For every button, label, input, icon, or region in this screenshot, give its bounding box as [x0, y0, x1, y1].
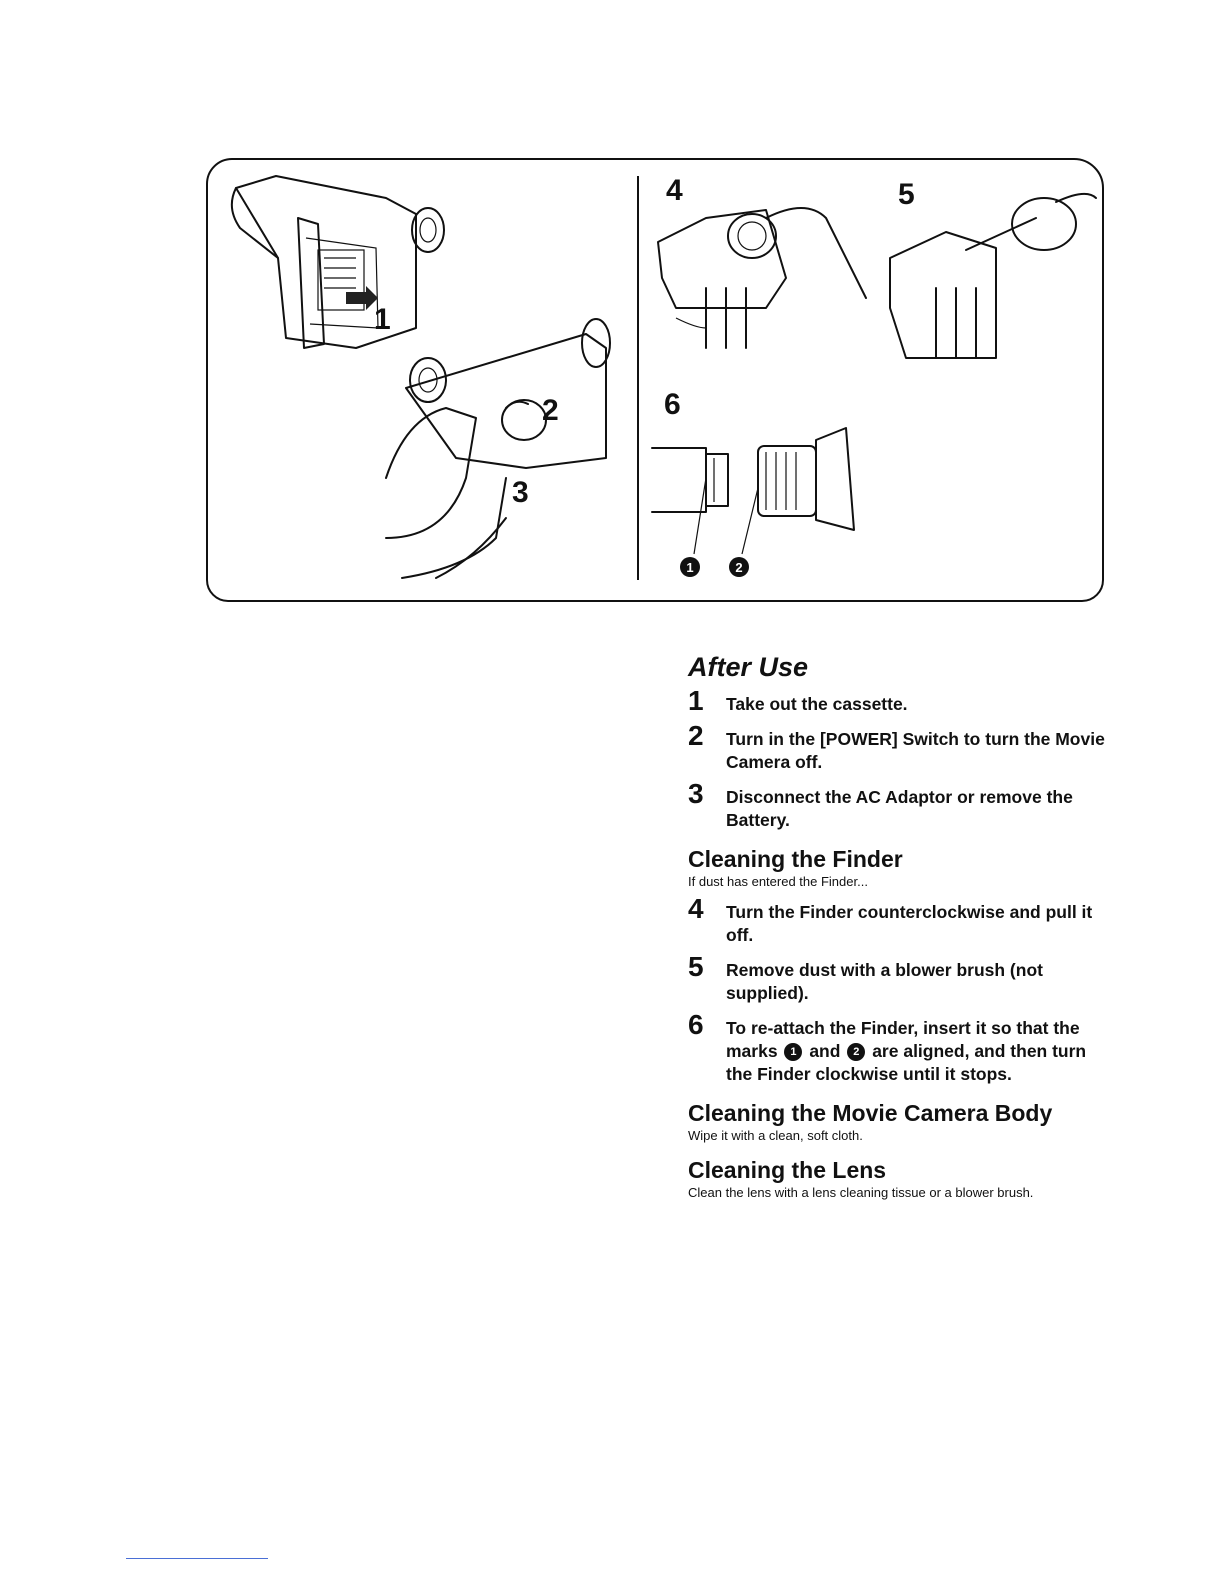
mark-1-icon: 1 — [784, 1043, 802, 1061]
mark-2-icon: 2 — [847, 1043, 865, 1061]
camcorder-illustration — [206, 158, 1104, 602]
step-text-part: To re-attach the Finder, insert it so that the marks — [726, 1018, 1080, 1061]
step-number: 5 — [688, 951, 704, 982]
step-text — [726, 1013, 1108, 1086]
footer-rule — [126, 1558, 268, 1559]
cleaning-lens-text: Clean the lens with a lens cleaning tissue or a blower brush. — [688, 1185, 1034, 1200]
step-number: 3 — [688, 778, 704, 809]
step-text: Turn in the [POWER] Switch to turn the Movie Camera off. — [726, 729, 1105, 772]
finder-step — [688, 1009, 1108, 1086]
blower-brush-drawing — [890, 194, 1096, 358]
camera-power-switch-drawing — [386, 319, 610, 578]
cleaning-lens-title: Cleaning the Lens — [688, 1157, 887, 1183]
after-use-step — [688, 778, 1108, 832]
instructions-column — [688, 652, 1108, 1208]
step-text-part: are aligned, and then turn the Finder clockwise until it stops. — [726, 1041, 1087, 1084]
step-text-part: and — [809, 1041, 841, 1061]
cleaning-finder-subtitle: If dust has entered the Finder... — [688, 874, 868, 889]
step-number: 4 — [688, 893, 704, 924]
figure-step-6-label: 6 — [664, 388, 681, 421]
figure-step-1-label: 1 — [374, 303, 391, 336]
after-use-title: After Use — [688, 652, 809, 682]
cleaning-body-title: Cleaning the Movie Camera Body — [688, 1100, 1053, 1126]
camera-open-cassette-drawing — [232, 176, 444, 348]
figure-mark-2: 2 — [729, 557, 749, 577]
cleaning-body-section — [688, 1100, 1108, 1143]
cleaning-finder-title: Cleaning the Finder — [688, 846, 903, 872]
cleaning-finder-section — [688, 846, 1108, 1086]
figure-step-3-label: 3 — [512, 476, 529, 509]
finder-reattach-drawing — [652, 428, 854, 554]
after-use-step — [688, 685, 1108, 716]
step-text: Turn the Finder counterclockwise and pull it off. — [726, 902, 1093, 945]
step-number: 2 — [688, 720, 704, 751]
finder-removal-drawing — [658, 208, 866, 348]
figure-step-4-label: 4 — [666, 174, 683, 207]
cleaning-body-text: Wipe it with a clean, soft cloth. — [688, 1128, 863, 1143]
step-text: Take out the cassette. — [726, 694, 908, 714]
figure-step-5-label: 5 — [898, 178, 915, 211]
cleaning-lens-section — [688, 1157, 1108, 1200]
finder-step — [688, 893, 1108, 947]
step-number: 1 — [688, 685, 704, 716]
figure-mark-1: 1 — [680, 557, 700, 577]
finder-step — [688, 951, 1108, 1005]
after-use-step — [688, 720, 1108, 774]
step-number: 6 — [688, 1009, 704, 1040]
figure-step-2-label: 2 — [542, 394, 559, 427]
step-text: Disconnect the AC Adaptor or remove the Battery. — [726, 787, 1073, 830]
step-text: Remove dust with a blower brush (not supplied). — [726, 960, 1043, 1003]
